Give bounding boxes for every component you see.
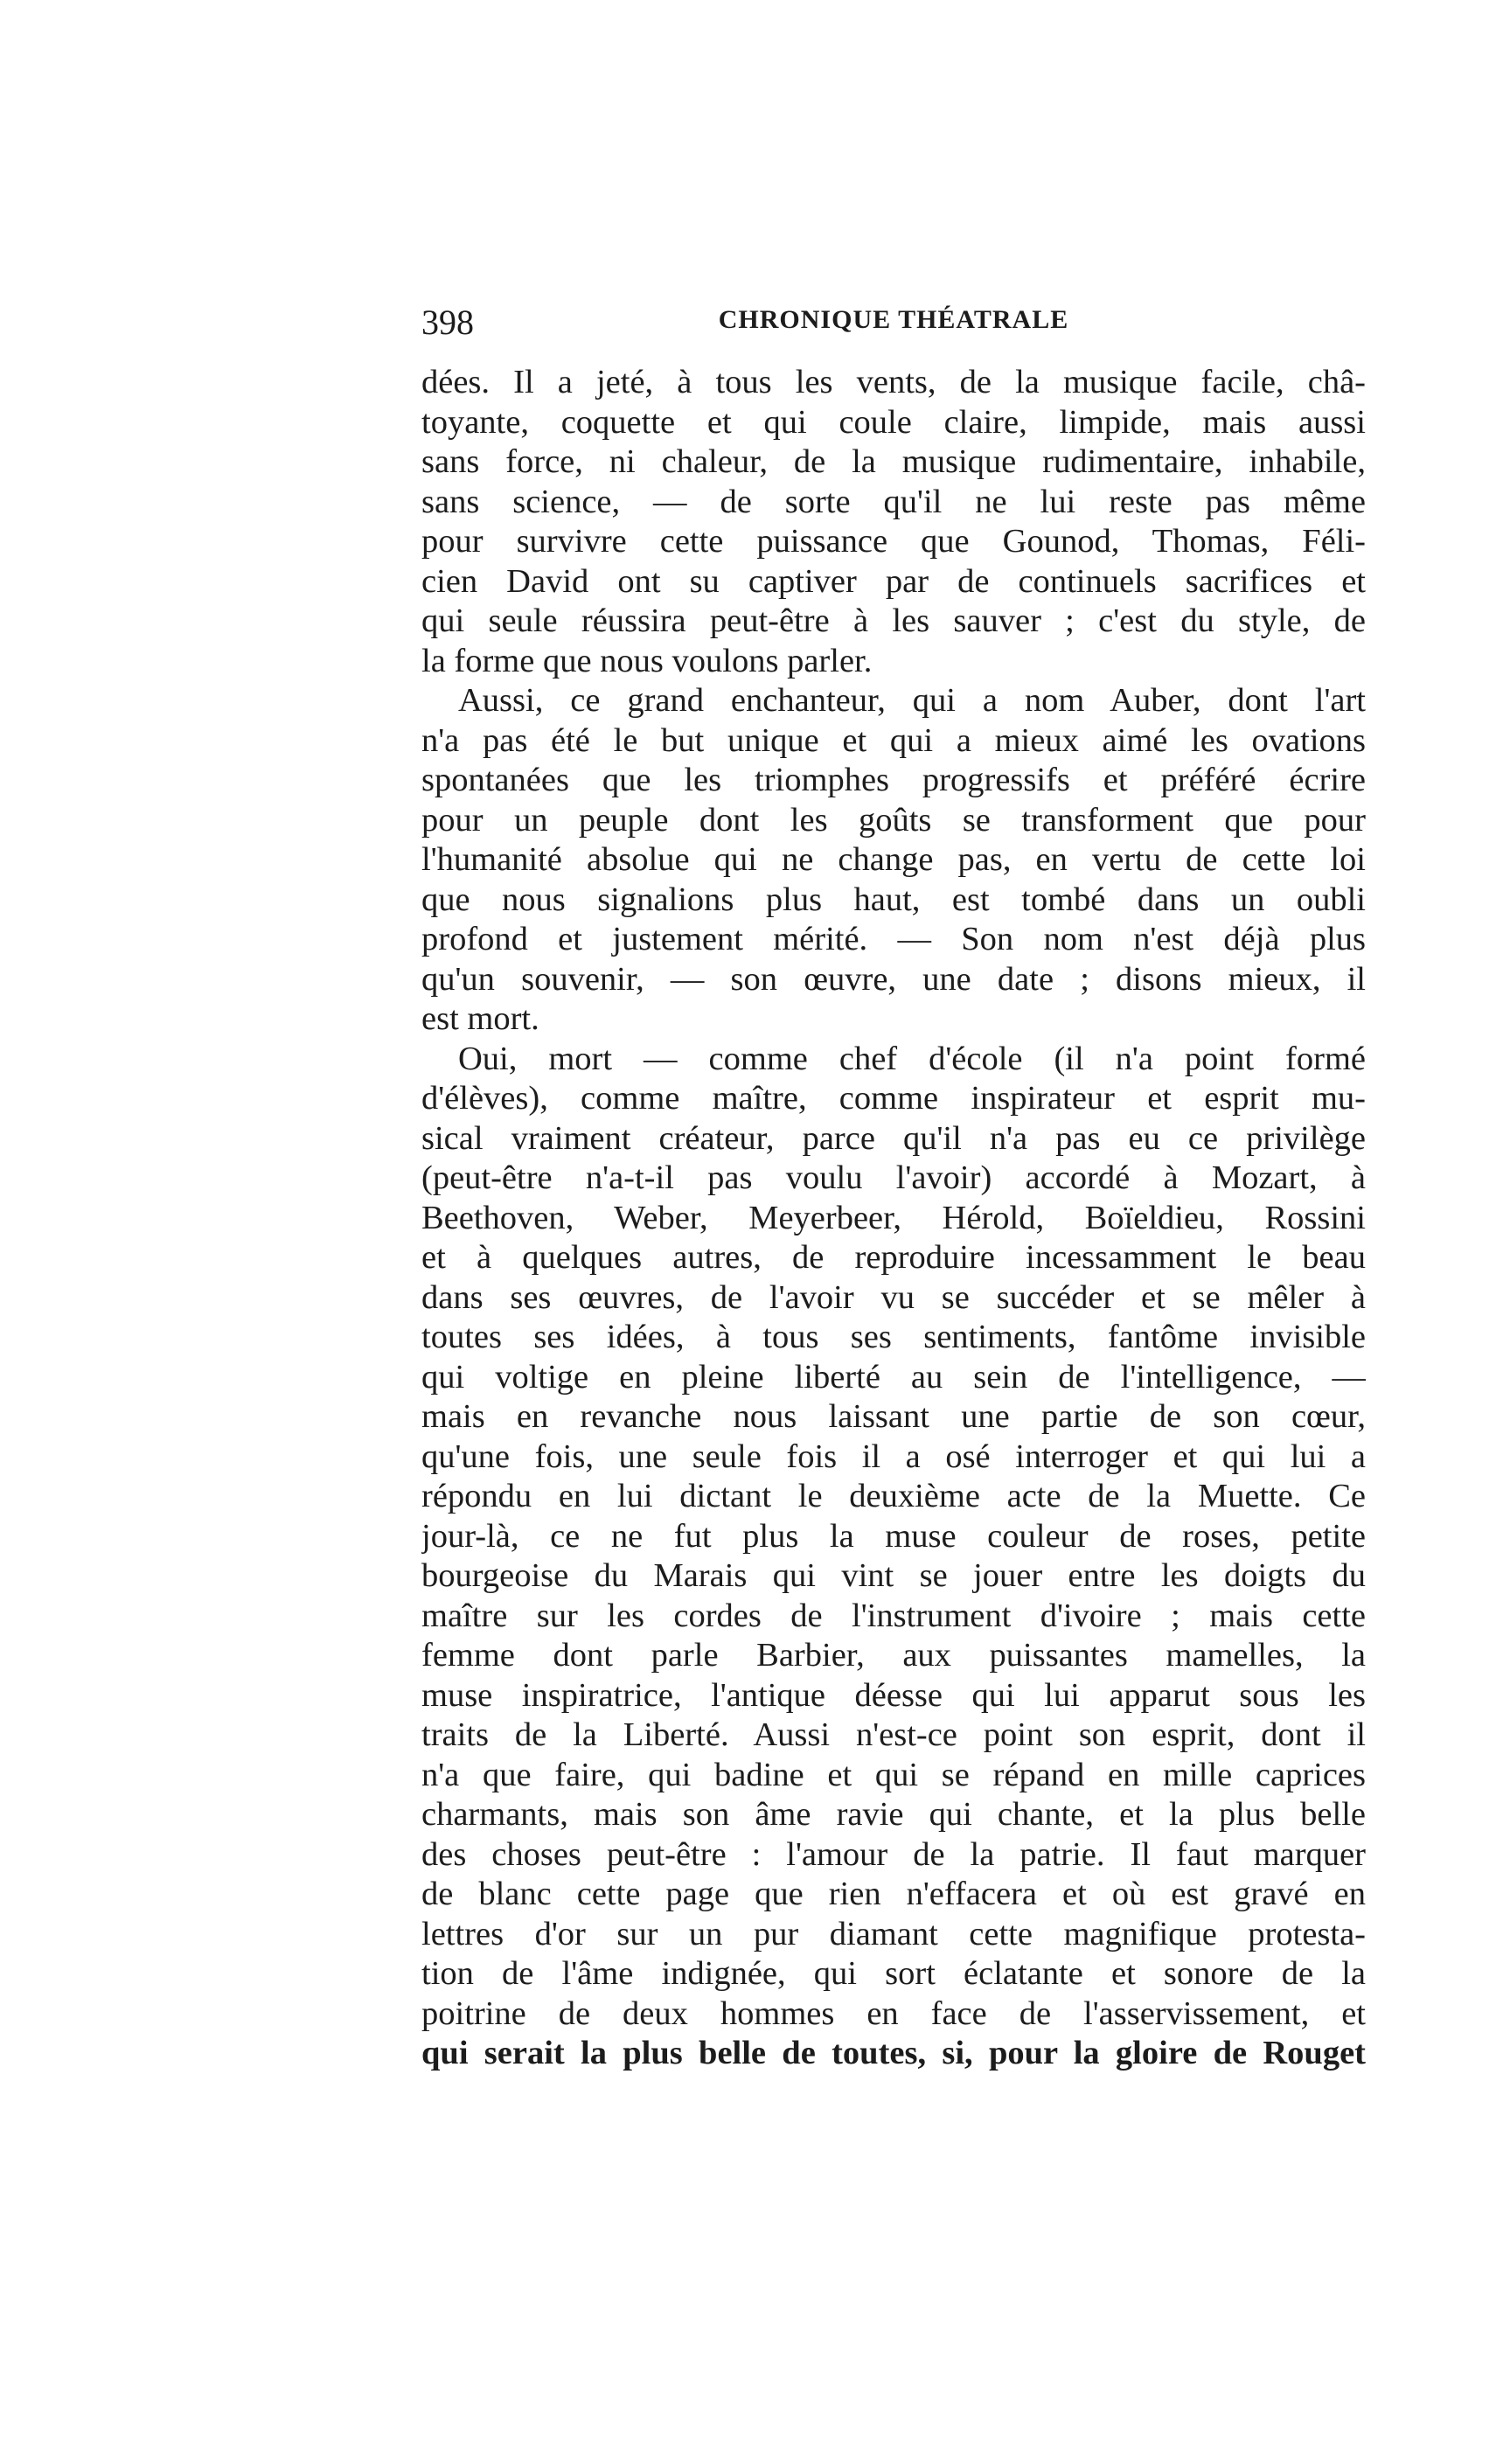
text-line: la forme que nous voulons parler. [421,642,873,679]
text-line: Beethoven, Weber, Meyerbeer, Hérold, Boïeldieu, Rossini [421,1199,1366,1236]
text-line: qui serait la plus belle de toutes, si, pour la gloire de Rouget [421,2035,1366,2071]
text-line: n'a que faire, qui badine et qui se répand en mille caprices [421,1756,1366,1793]
text-line: que nous signalions plus haut, est tombé dans un oubli [421,880,1366,918]
text-line: sans force, ni chaleur, de la musique rudimentaire, inhabile, [421,443,1366,480]
text-line: n'a pas été le but unique et qui a mieux aimé les ovations [421,721,1366,759]
text-line: Aussi, ce grand enchanteur, qui a nom Auber, dont l'art [458,682,1366,719]
text-line: qui seule réussira peut-être à les sauver ; c'est du style, de [421,602,1366,639]
text-line: mais en revanche nous laissant une partie de son cœur, [421,1398,1366,1435]
text-line: dées. Il a jeté, à tous les vents, de la musique facile, châ- [421,364,1366,400]
text-line: maître sur les cordes de l'instrument d'ivoire ; mais cette [421,1597,1366,1634]
text-line: muse inspiratrice, l'antique déesse qui lui apparut sous les [421,1676,1366,1714]
text-line: femme dont parle Barbier, aux puissantes mamelles, la [421,1637,1366,1674]
text-line: toutes ses idées, à tous ses sentiments, fantôme invisible [421,1319,1366,1355]
text-line: poitrine de deux hommes en face de l'asservissement, et [421,1994,1366,2032]
text-line: sical vraiment créateur, parce qu'il n'a pas eu ce privilège [421,1119,1366,1157]
text-line: pour un peuple dont les goûts se transforment que pour [421,801,1366,839]
text-line: cien David ont su captiver par de continuels sacrifices et [421,562,1366,600]
text-line: dans ses œuvres, de l'avoir vu se succéder et se mêler à [421,1278,1366,1316]
page-number: 398 [421,303,474,342]
text-line: l'humanité absolue qui ne change pas, en vertu de cette loi [421,841,1366,878]
text-line: qu'une fois, une seule fois il a osé interroger et qui lui a [421,1437,1366,1475]
text-line: répondu en lui dictant le deuxième acte de la Muette. Ce [421,1478,1366,1514]
text-line: toyante, coquette et qui coule claire, limpide, mais aussi [421,403,1366,441]
text-line: bourgeoise du Marais qui vint se jouer entre les doigts du [421,1557,1366,1594]
text-line: de blanc cette page que rien n'effacera et où est gravé en [421,1876,1366,1912]
text-line: charmants, mais son âme ravie qui chante, et la plus belle [421,1796,1366,1833]
text-line: sans science, — de sorte qu'il ne lui reste pas même [421,483,1366,520]
text-line: Oui, mort — comme chef d'école (il n'a point formé [458,1040,1366,1077]
body-text [421,363,1366,2074]
text-line: pour survivre cette puissance que Gounod, Thomas, Féli- [421,523,1366,560]
text-line: profond et justement mérité. — Son nom n'est déjà plus [421,921,1366,957]
running-title: CHRONIQUE THÉATRALE [718,305,1069,334]
text-line: et à quelques autres, de reproduire incessamment le beau [421,1239,1366,1276]
text-line: (peut-être n'a-t-il pas voulu l'avoir) accordé à Mozart, à [421,1159,1366,1196]
text-line: traits de la Liberté. Aussi n'est-ce point son esprit, dont il [421,1716,1366,1753]
text-line: spontanées que les triomphes progressifs et préféré écrire [421,762,1366,798]
text-line: qui voltige en pleine liberté au sein de l'intelligence, — [421,1358,1366,1396]
text-line: tion de l'âme indignée, qui sort éclatante et sonore de la [421,1955,1366,1992]
text-line: des choses peut-être : l'amour de la patrie. Il faut marquer [421,1835,1366,1873]
text-line: d'élèves), comme maître, comme inspirateur et esprit mu- [421,1080,1366,1117]
text-line: lettres d'or sur un pur diamant cette magnifique protesta- [421,1915,1366,1952]
text-line: est mort. [421,1000,539,1037]
text-line: qu'un souvenir, — son œuvre, une date ; disons mieux, il [421,960,1366,998]
text-line: jour-là, ce ne fut plus la muse couleur de roses, petite [421,1517,1366,1555]
page-header [421,302,1366,351]
book-page [421,302,1366,2074]
